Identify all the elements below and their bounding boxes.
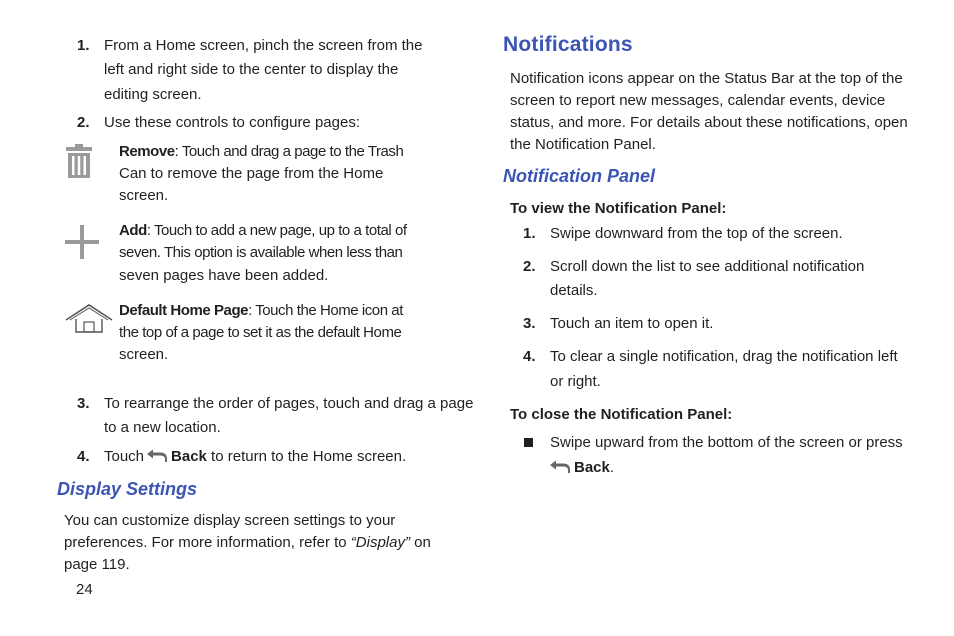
home-icon: [64, 303, 114, 333]
display-settings-line-2-post: on: [409, 534, 431, 551]
step-4-post: to return to the Home screen.: [206, 448, 407, 465]
add-line-2: seven. This option is available when less than: [119, 244, 403, 261]
panel-step-2-line-2: details.: [550, 282, 598, 299]
panel-step-3-line-1: Touch an item to open it.: [550, 315, 714, 332]
notifications-line-4: the Notification Panel.: [510, 136, 656, 153]
remove-line-1: [119, 140, 403, 164]
step-4-text: [104, 445, 406, 469]
close-panel-end: .: [609, 459, 615, 476]
add-line-1-rest: : Touch to add a new page, up to a total of: [146, 222, 407, 239]
trash-icon: [66, 144, 92, 178]
remove-line-3: screen.: [119, 187, 169, 204]
add-line-3: seven pages have been added.: [119, 267, 329, 284]
close-panel-line-1: Swipe upward from the bottom of the screen or press: [550, 434, 903, 451]
panel-step-4-line-2: or right.: [550, 373, 601, 390]
step-3-line-2: to a new location.: [104, 419, 221, 436]
notifications-heading: Notifications: [503, 33, 633, 56]
panel-step-4-number: 4.: [523, 348, 536, 365]
close-panel-back: Back: [574, 459, 610, 476]
step-4-back: Back: [171, 448, 207, 465]
step-1-line-3: editing screen.: [104, 86, 202, 103]
display-settings-line-1: You can customize display screen settings to your: [64, 512, 396, 529]
display-settings-line-2: [64, 531, 431, 555]
step-2-number: 2.: [77, 114, 90, 131]
display-reference: “Display”: [350, 534, 410, 551]
bullet-square: [524, 438, 533, 447]
remove-label: Remove: [119, 143, 175, 160]
default-home-line-1-rest: : Touch the Home icon at: [248, 302, 403, 319]
back-icon: [549, 460, 571, 474]
step-4-pre: Touch: [104, 448, 145, 465]
step-3-number: 3.: [77, 395, 90, 412]
notification-panel-heading: Notification Panel: [503, 166, 656, 186]
remove-line-2: Can to remove the page from the Home: [119, 165, 384, 182]
panel-step-1-number: 1.: [523, 225, 536, 242]
panel-step-1-line-1: Swipe downward from the top of the screen.: [550, 225, 843, 242]
display-settings-heading: Display Settings: [57, 479, 198, 499]
panel-step-2-line-1: Scroll down the list to see additional notification: [550, 258, 865, 275]
step-4-number: 4.: [77, 448, 90, 465]
step-1-line-1: From a Home screen, pinch the screen from the: [104, 37, 423, 54]
notifications-line-3: status, and more. For details about these notifications, open: [510, 114, 908, 131]
display-settings-line-2-pre: preferences. For more information, refer to: [64, 534, 351, 551]
page-number: 24: [76, 581, 93, 598]
default-home-line-1: [119, 299, 403, 323]
step-1-number: 1.: [77, 37, 90, 54]
panel-step-4-line-1: To clear a single notification, drag the notification left: [550, 348, 898, 365]
remove-line-1-rest: : Touch and drag a page to the Trash: [174, 143, 404, 160]
display-settings-line-3: page 119.: [64, 556, 130, 573]
plus-icon: [65, 225, 99, 259]
panel-step-2-number: 2.: [523, 258, 536, 275]
step-1-line-2: left and right side to the center to display the: [104, 61, 399, 78]
close-panel-line-2: [549, 456, 614, 480]
add-label: Add: [119, 222, 147, 239]
default-home-label: Default Home Page: [119, 302, 249, 319]
panel-step-3-number: 3.: [523, 315, 536, 332]
view-panel-label: To view the Notification Panel:: [510, 200, 727, 217]
step-2-text: Use these controls to configure pages:: [104, 114, 360, 131]
notifications-line-2: screen to report new messages, calendar events, device: [510, 92, 886, 109]
back-icon: [146, 449, 168, 463]
add-line-1: [119, 219, 407, 243]
default-home-line-3: screen.: [119, 346, 169, 363]
step-3-line-1: To rearrange the order of pages, touch and drag a page: [104, 395, 474, 412]
notifications-line-1: Notification icons appear on the Status Bar at the top of the: [510, 70, 903, 87]
close-panel-label: To close the Notification Panel:: [510, 406, 733, 423]
default-home-line-2: the top of a page to set it as the default Home: [119, 324, 402, 341]
